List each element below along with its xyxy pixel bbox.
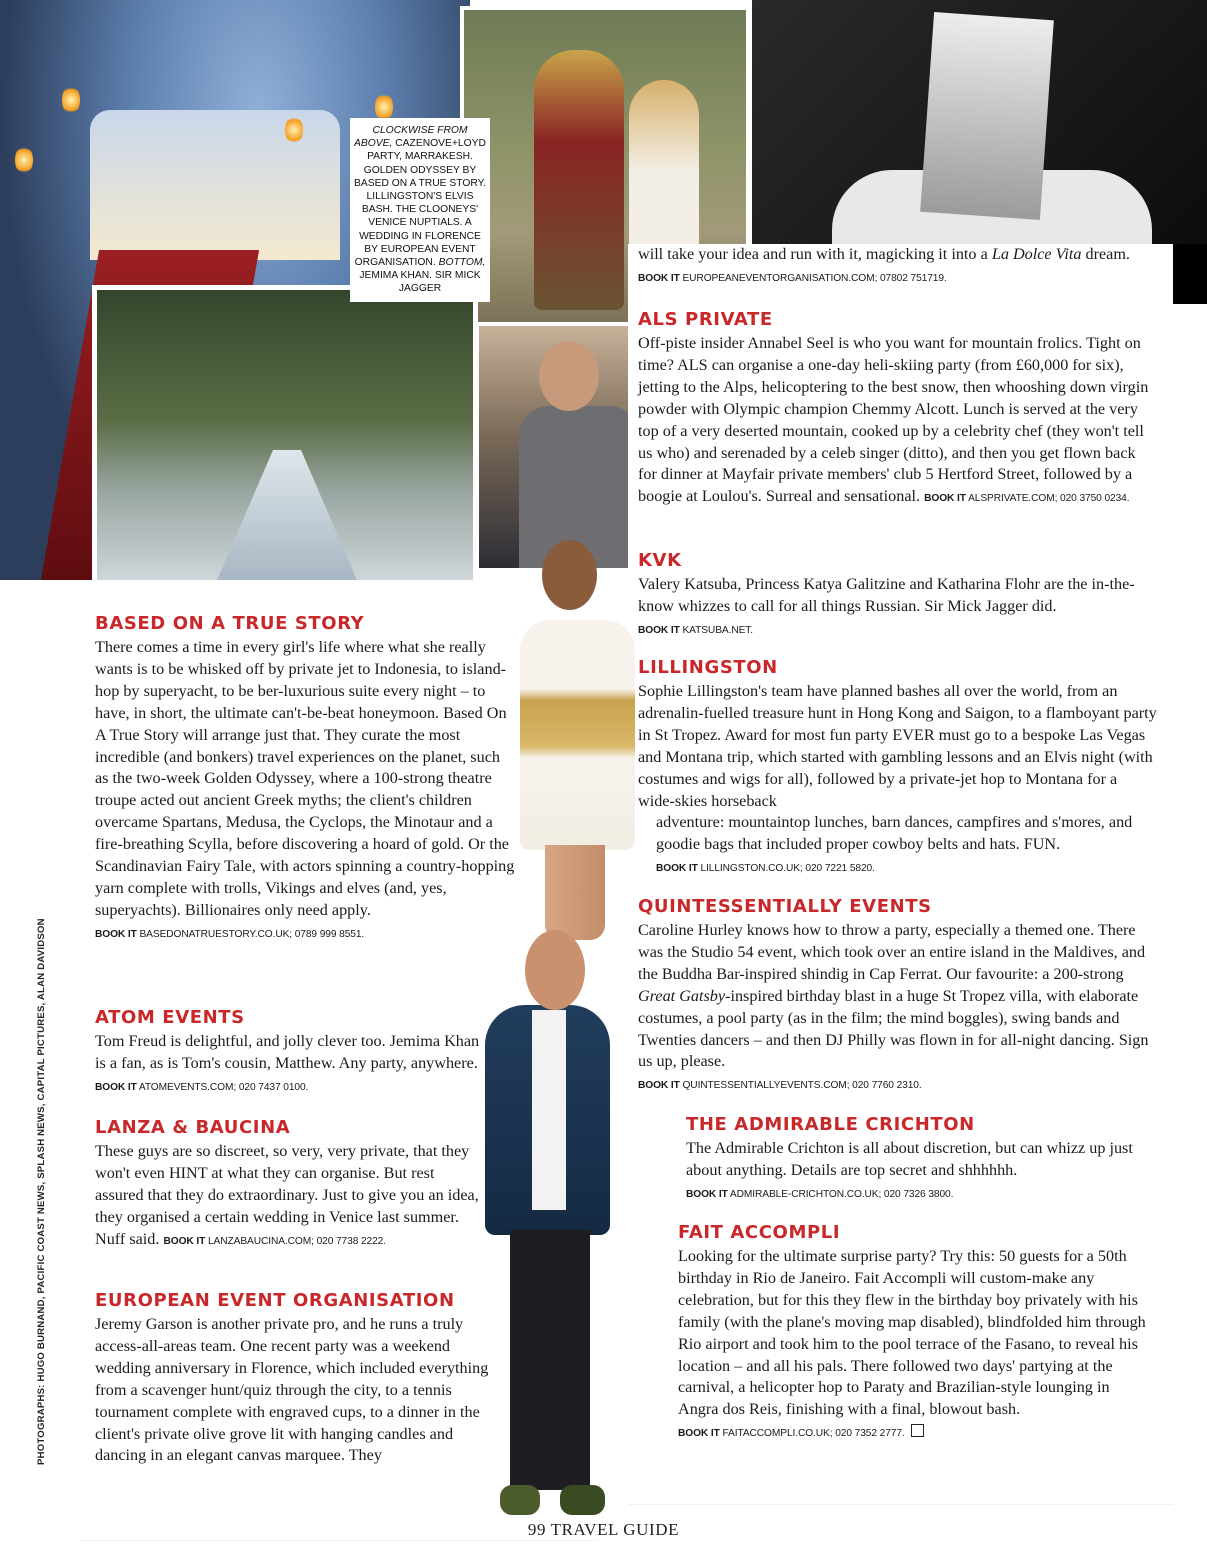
contact-link[interactable]: EUROPEANEVENTORGANISATION.COM; 07802 751719. (682, 272, 947, 284)
section-title: FAIT ACCOMPLI (678, 1222, 841, 1243)
section-based-on-a-true-story (95, 613, 515, 946)
section-title: EUROPEAN EVENT ORGANISATION (95, 1290, 455, 1311)
section-body: will take your idea and run with it, magicking it into a (638, 245, 988, 263)
contact-link[interactable]: LANZABAUCINA.COM; 020 7738 2222. (207, 1235, 386, 1247)
torch-flame-icon (285, 115, 303, 145)
photo-caption (350, 118, 490, 302)
section-body: The Admirable Crichton is all about discretion, but can whizz up just about anything. Details are top secret and shhhhhh. (686, 1139, 1133, 1179)
book-it-label: BOOK IT (924, 493, 966, 505)
section-title: LANZA & BAUCINA (95, 1117, 291, 1138)
section-title: THE ADMIRABLE CRICHTON (686, 1114, 975, 1135)
film-title: Great Gatsby (638, 986, 726, 1005)
head (525, 930, 585, 1010)
section-title: QUINTESSENTIALLY EVENTS (638, 896, 932, 917)
contact-link[interactable]: ATOMEVENTS.COM; 020 7437 0100. (138, 1081, 309, 1093)
sneaker (560, 1485, 605, 1515)
section-fait-accompli (678, 1222, 1148, 1445)
spartan-warrior (534, 50, 624, 310)
section-admirable-crichton (686, 1114, 1156, 1206)
section-als-private (638, 309, 1158, 510)
sneaker (500, 1485, 540, 1515)
right-column (628, 244, 1173, 1504)
section-body: Caroline Hurley knows how to throw a party, especially a themed one. There was the Studio 54 event, which took over an entire island in the Maldives, and the Buddha Bar-inspired shindig in Cap Ferrat. Our favourite: a 200-strong (638, 921, 1146, 983)
contact-link[interactable]: LILLINGSTON.CO.UK; 020 7221 5820. (700, 863, 875, 875)
book-it-label: BOOK IT (95, 928, 137, 940)
section-body: Jeremy Garson is another private pro, and he runs a truly access-all-areas team. One recent party was a weekend wedding anniversary in Florence, which included everything from a scavenger hunt/quiz through the city, to a tennis tournament complete with engraved cups, to a dinner in the client's private olive grove lit with hanging candles and dancing in an elegant canvas marquee. They (95, 1315, 489, 1465)
book-it-label: BOOK IT (638, 624, 680, 636)
torch-flame-icon (62, 85, 80, 115)
caption-body: CAZENOVE+LOYD PARTY, MARRAKESH. GOLDEN ODYSSEY BY BASED ON A TRUE STORY. LILLINGSTON'S ELVIS BASH. THE CLOONEYS' VENICE NUPTIALS. A WEDDING IN FLORENCE BY EUROPEAN EVENT ORGANISATION. (354, 138, 487, 269)
section-body: Looking for the ultimate surprise party? Try this: 50 guests for a 50th birthday in Rio de Janeiro. Fait Accompli will custom-make any celebration, but for this they flew in the birthday boy privately with his family (with the plane's moving map disabled), blindfolded him through Rio airport and took him to the pool terrace of the Fasano, to reveal his location – and all his pals. There followed two days' partying at the carnival, a helicopter hop to Paraty and Brazilian-style lounging in Angra dos Reis, finishing with a final, blowout bash. (678, 1247, 1146, 1419)
photo-florence-wedding (92, 285, 478, 585)
section-lanza-baucina (95, 1117, 479, 1253)
section-european-event-organisation (95, 1290, 495, 1467)
caption-bottom-body: JEMIMA KHAN. SIR MICK JAGGER (359, 270, 481, 295)
head (542, 540, 597, 610)
section-lillingston (638, 657, 1158, 880)
book-it-label: BOOK IT (638, 1080, 680, 1092)
photo-credit: PHOTOGRAPHS: HUGO BURNAND, PACIFIC COAST NEWS, SPLASH NEWS, CAPITAL PICTURES, ALAN DAVIDSON (36, 918, 47, 1465)
white-gold-dress (520, 620, 635, 850)
black-trousers (510, 1230, 590, 1490)
section-title: ALS PRIVATE (638, 309, 773, 330)
caption-bottom-label: BOTTOM, (438, 257, 486, 269)
section-body: Tom Freud is delightful, and jolly clever too. Jemima Khan is a fan, as is Tom's cousin, Matthew. Any party, anywhere. (95, 1032, 480, 1072)
torch-flame-icon (15, 145, 33, 175)
section-body: These guys are so discreet, so very, very private, that they won't even HINT at what they can organise. But rest assured that they do extraordinary. Just to give you an idea, they organised a certain wedding in Venice last summer. Nuff said. (95, 1142, 479, 1248)
caption-intro: CLOCKWISE FROM ABOVE, (354, 125, 468, 150)
section-body: There comes a time in every girl's life where what she really wants is to be whisked off by private jet to Indonesia, to island-hop by superyacht, to be ber-luxurious suite every night – to have, in short, the ultimate can't-be-beat honeymoon. Based On A True Story will arrange just that. They curate the most incredible (and bonkers) travel experiences on the planet, such as the two-week Golden Odyssey, where a 100-strong theatre troupe acted out ancient Greek myths; the client's children overcame Spartans, Medusa, the Cyclops, the Minotaur and a fire-breathing Scylla, before discovering a hoard of gold. Or the Scandinavian Fairy Tale, with actors spinning a country-hopping yarn complete with trolls, Vikings and elves (and, yes, superyachts). Billionaires only need apply. (95, 638, 515, 919)
photo-edge (1173, 244, 1207, 304)
section-body: Valery Katsuba, Princess Katya Galitzine and Katharina Flohr are the in-the-know whizzes to call for all things Russian. Sir Mick Jagger did. (638, 575, 1135, 615)
photo-jemima-khan (500, 540, 650, 940)
section-kvk (638, 550, 1158, 642)
section-european-continued (638, 244, 1158, 290)
section-title: LILLINGSTON (638, 657, 778, 678)
book-it-label: BOOK IT (163, 1235, 206, 1247)
section-body: Sophie Lillingston's team have planned bashes all over the world, from an adrenalin-fuelled treasure hunt in Hong Kong and Saigon, to a flamboyant party in St Tropez. Award for most fun party EVER must go to a bespoke Las Vegas and Montana trip, which started with gambling lessons and an Elvis night (with costumes and wigs for all), followed by a private-jet hop to Montana for a wide-skies horseback (638, 682, 1157, 810)
section-quintessentially-events (638, 896, 1158, 1097)
contact-link[interactable]: ADMIRABLE-CRICHTON.CO.UK; 020 7326 3800. (729, 1188, 954, 1200)
book-it-label: BOOK IT (678, 1428, 720, 1440)
section-title: KVK (638, 550, 682, 571)
page-folio: 99 TRAVEL GUIDE (527, 1520, 680, 1539)
section-body-continued: adventure: mountaintop lunches, barn dances, campfires and s'mores, and goodie bags that included proper cowboy belts and hats. FUN. (656, 813, 1133, 854)
banquet-table (217, 450, 357, 580)
contact-link[interactable]: BASEDONATRUESTORY.CO.UK; 0789 999 8551. (139, 928, 365, 940)
face (539, 341, 599, 411)
contact-link[interactable]: KATSUBA.NET. (682, 624, 753, 636)
film-title: La Dolce Vita (991, 245, 1082, 263)
photo-mick-jagger (480, 930, 615, 1530)
book-it-label: BOOK IT (95, 1081, 137, 1093)
contact-link[interactable]: ALSPRIVATE.COM; 020 3750 0234. (968, 493, 1130, 505)
section-title: ATOM EVENTS (95, 1007, 245, 1028)
book-it-label: BOOK IT (686, 1188, 728, 1200)
white-shirt (532, 1010, 566, 1210)
end-mark-icon (911, 1424, 924, 1437)
section-title: BASED ON A TRUE STORY (95, 613, 365, 634)
section-body-end: dream. (1085, 245, 1130, 263)
legs (545, 845, 605, 940)
section-body: Off-piste insider Annabel Seel is who you want for mountain frolics. Tight on time? ALS can organise a one-day heli-skiing party (from £60,000 for six), jetting to the Alps, helicoptering to the best snow, then whooshing down virgin powder with Olympic champion Chemmy Alcott. Lunch is served at the very top of a very deserted mountain, cooked up by a celebrity chef (they won't tell us who) and serenaded by a celeb singer (ditto), and then you get flown back for dinner at Mayfair private members' club 5 Hertford Street, followed by a boogie at Loulou's. Surreal and sensational. (638, 334, 1149, 506)
book-it-label: BOOK IT (638, 272, 680, 284)
book-it-label: BOOK IT (656, 863, 698, 875)
section-atom-events (95, 1007, 483, 1099)
section-body-end: -inspired birthday blast in a huge St Tropez villa, with elaborate costumes, a pool party (as in the film; the mind boggles), swing bands and Twenties dancers – and then DJ Philly was flown in for all-night dancing. Sign us up, please. (638, 986, 1149, 1071)
contact-link[interactable]: QUINTESSENTIALLYEVENTS.COM; 020 7760 2310. (682, 1080, 922, 1092)
elvis-songbook (920, 12, 1054, 220)
contact-link[interactable]: FAITACCOMPLI.CO.UK; 020 7352 2777. (722, 1428, 905, 1440)
